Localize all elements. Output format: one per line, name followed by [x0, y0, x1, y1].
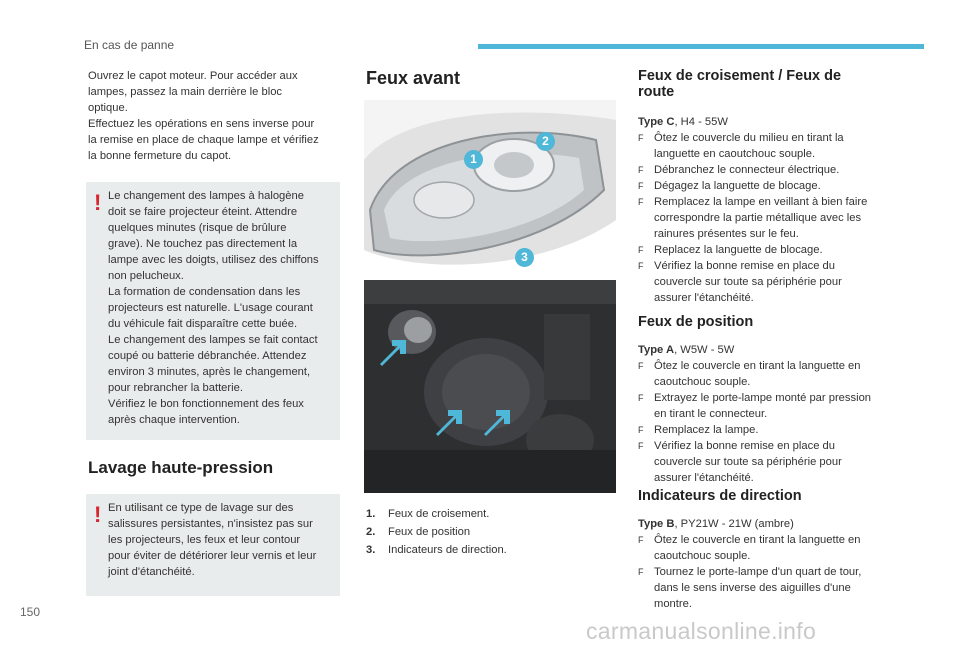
arrow-icon — [480, 404, 514, 438]
step-item — [638, 162, 900, 178]
step-line: dans le sens inverse des aiguilles d'une — [654, 582, 851, 594]
text-line: après chaque intervention. — [108, 414, 240, 426]
text-line: quelques minutes (risque de brûlure — [108, 222, 287, 234]
position-title: Feux de position — [638, 314, 754, 330]
step-line: assurer l'étanchéité. — [654, 292, 754, 304]
step-line: Tournez le porte-lampe d'un quart de tour, — [654, 566, 862, 578]
step-line: Remplacez la lampe. — [654, 424, 759, 436]
step-item — [638, 422, 900, 438]
text-line: lampe avec les doigts, utilisez des chiffons — [108, 254, 319, 266]
section-title: En cas de panne — [84, 38, 175, 52]
bullet-icon: F — [638, 165, 644, 175]
bullet-icon: F — [638, 361, 644, 371]
text-line: En utilisant ce type de lavage sur des — [108, 502, 294, 514]
section-direction — [638, 488, 900, 612]
step-item — [638, 242, 900, 258]
step-line: correspondre la partie métallique avec les — [654, 212, 862, 224]
step-line: Débranchez le connecteur électrique. — [654, 164, 840, 176]
step-item — [638, 258, 900, 306]
warning-icon: ! — [94, 190, 102, 215]
text-line: Vérifiez le bon fonctionnement des feux — [108, 398, 304, 410]
warning-text-halogen — [108, 188, 340, 428]
callout-2: 2 — [536, 132, 555, 151]
bullet-icon: F — [638, 393, 644, 403]
step-line: languette en caoutchouc souple. — [654, 148, 816, 160]
bullet-icon: F — [638, 441, 644, 451]
section-croisement — [638, 68, 900, 306]
caption-item: 3. Indicateurs de direction. — [366, 544, 507, 556]
text-line: grave). Ne touchez pas directement la — [108, 238, 298, 250]
croisement-title: Feux de croisement / Feux de route — [638, 68, 842, 100]
step-line: caoutchouc souple. — [654, 550, 751, 562]
header-accent-bar — [478, 44, 924, 49]
text-line: du véhicule fait disparaître cette buée. — [108, 318, 298, 330]
feux-avant-title: Feux avant — [366, 68, 461, 88]
direction-type: Type B, PY21W - 21W (ambre) — [638, 518, 794, 530]
step-line: couvercle sur toute sa périphérie pour — [654, 456, 842, 468]
bullet-icon: F — [638, 425, 644, 435]
croisement-steps — [638, 130, 900, 306]
text-line: Ouvrez le capot moteur. Pour accéder aux — [88, 70, 298, 82]
bullet-icon: F — [638, 133, 644, 143]
text-line: projecteurs est naturelle. L'usage courant — [108, 302, 313, 314]
step-line: Remplacez la lampe en veillant à bien faire — [654, 196, 868, 208]
step-line: Vérifiez la bonne remise en place du — [654, 440, 835, 452]
direction-steps — [638, 532, 900, 612]
bullet-icon: F — [638, 567, 644, 577]
text-line: doit se faire projecteur éteint. Attendre — [108, 206, 298, 218]
text-line: lampes, passez la main derrière le bloc — [88, 86, 283, 98]
step-line: Vérifiez la bonne remise en place du — [654, 260, 835, 272]
step-line: Ôtez le couvercle en tirant la languette en — [654, 534, 861, 546]
callout-1: 1 — [464, 150, 483, 169]
warning-box-halogen — [86, 182, 340, 440]
step-item — [638, 532, 900, 564]
caption-item: 2. Feux de position — [366, 526, 471, 538]
position-type: Type A, W5W - 5W — [638, 344, 735, 356]
step-item — [638, 130, 900, 162]
step-line: Ôtez le couvercle du milieu en tirant la — [654, 132, 844, 144]
section-position — [638, 314, 900, 486]
step-line: en tirant le connecteur. — [654, 408, 768, 420]
text-line: environ 3 minutes, après le changement, — [108, 366, 311, 378]
warning-icon: ! — [94, 502, 102, 527]
page-number: 150 — [20, 605, 41, 619]
step-item — [638, 438, 900, 486]
step-line: couvercle sur toute sa périphérie pour — [654, 276, 842, 288]
step-line: Dégagez la languette de blocage. — [654, 180, 821, 192]
intro-text — [88, 68, 344, 164]
step-item — [638, 564, 900, 612]
step-item — [638, 358, 900, 390]
bullet-icon: F — [638, 245, 644, 255]
lavage-title: Lavage haute-pression — [88, 458, 274, 477]
warning-box-lavage — [86, 494, 340, 596]
step-line: montre. — [654, 598, 692, 610]
text-line: pour rebrancher la batterie. — [108, 382, 243, 394]
text-line: non pelucheux. — [108, 270, 184, 282]
croisement-type: Type C, H4 - 55W — [638, 116, 728, 128]
step-line: rainures présentes sur le feu. — [654, 228, 799, 240]
step-line: Extrayez le porte-lampe monté par pression — [654, 392, 872, 404]
step-line: caoutchouc souple. — [654, 376, 751, 388]
callout-3: 3 — [515, 248, 534, 267]
text-line: les projecteurs, les feux et leur contour — [108, 534, 301, 546]
text-line: Le changement des lampes se fait contact — [108, 334, 318, 346]
step-line: Ôtez le couvercle en tirant la languette en — [654, 360, 861, 372]
text-line: Effectuez les opérations en sens inverse pour — [88, 118, 315, 130]
direction-title: Indicateurs de direction — [638, 488, 802, 504]
step-item — [638, 390, 900, 422]
bullet-icon: F — [638, 261, 644, 271]
bullet-icon: F — [638, 197, 644, 207]
bullet-icon: F — [638, 535, 644, 545]
text-line: Le changement des lampes à halogène — [108, 190, 304, 202]
position-steps — [638, 358, 900, 486]
headlamp-photo — [364, 100, 616, 493]
caption-list — [366, 505, 507, 559]
text-line: pour éviter de détériorer leur vernis et leur — [108, 550, 317, 562]
step-line: Replacez la languette de blocage. — [654, 244, 823, 256]
text-line: optique. — [88, 102, 128, 114]
bullet-icon: F — [638, 181, 644, 191]
text-line: coupé ou batterie débranchée. Attendez — [108, 350, 307, 362]
watermark: carmanualsonline.info — [586, 618, 817, 644]
step-line: assurer l'étanchéité. — [654, 472, 754, 484]
text-line: la bonne fermeture du capot. — [88, 150, 232, 162]
step-item — [638, 194, 900, 242]
arrow-icon — [376, 334, 410, 368]
arrow-icon — [432, 404, 466, 438]
text-line: joint d'étanchéité. — [108, 566, 195, 578]
text-line: la remise en place de chaque lampe et vérifiez — [88, 134, 319, 146]
warning-text-lavage — [108, 500, 340, 580]
step-item — [638, 178, 900, 194]
text-line: salissures persistantes, n'insistez pas sur — [108, 518, 313, 530]
text-line: La formation de condensation dans les — [108, 286, 301, 298]
caption-item: 1. Feux de croisement. — [366, 508, 490, 520]
